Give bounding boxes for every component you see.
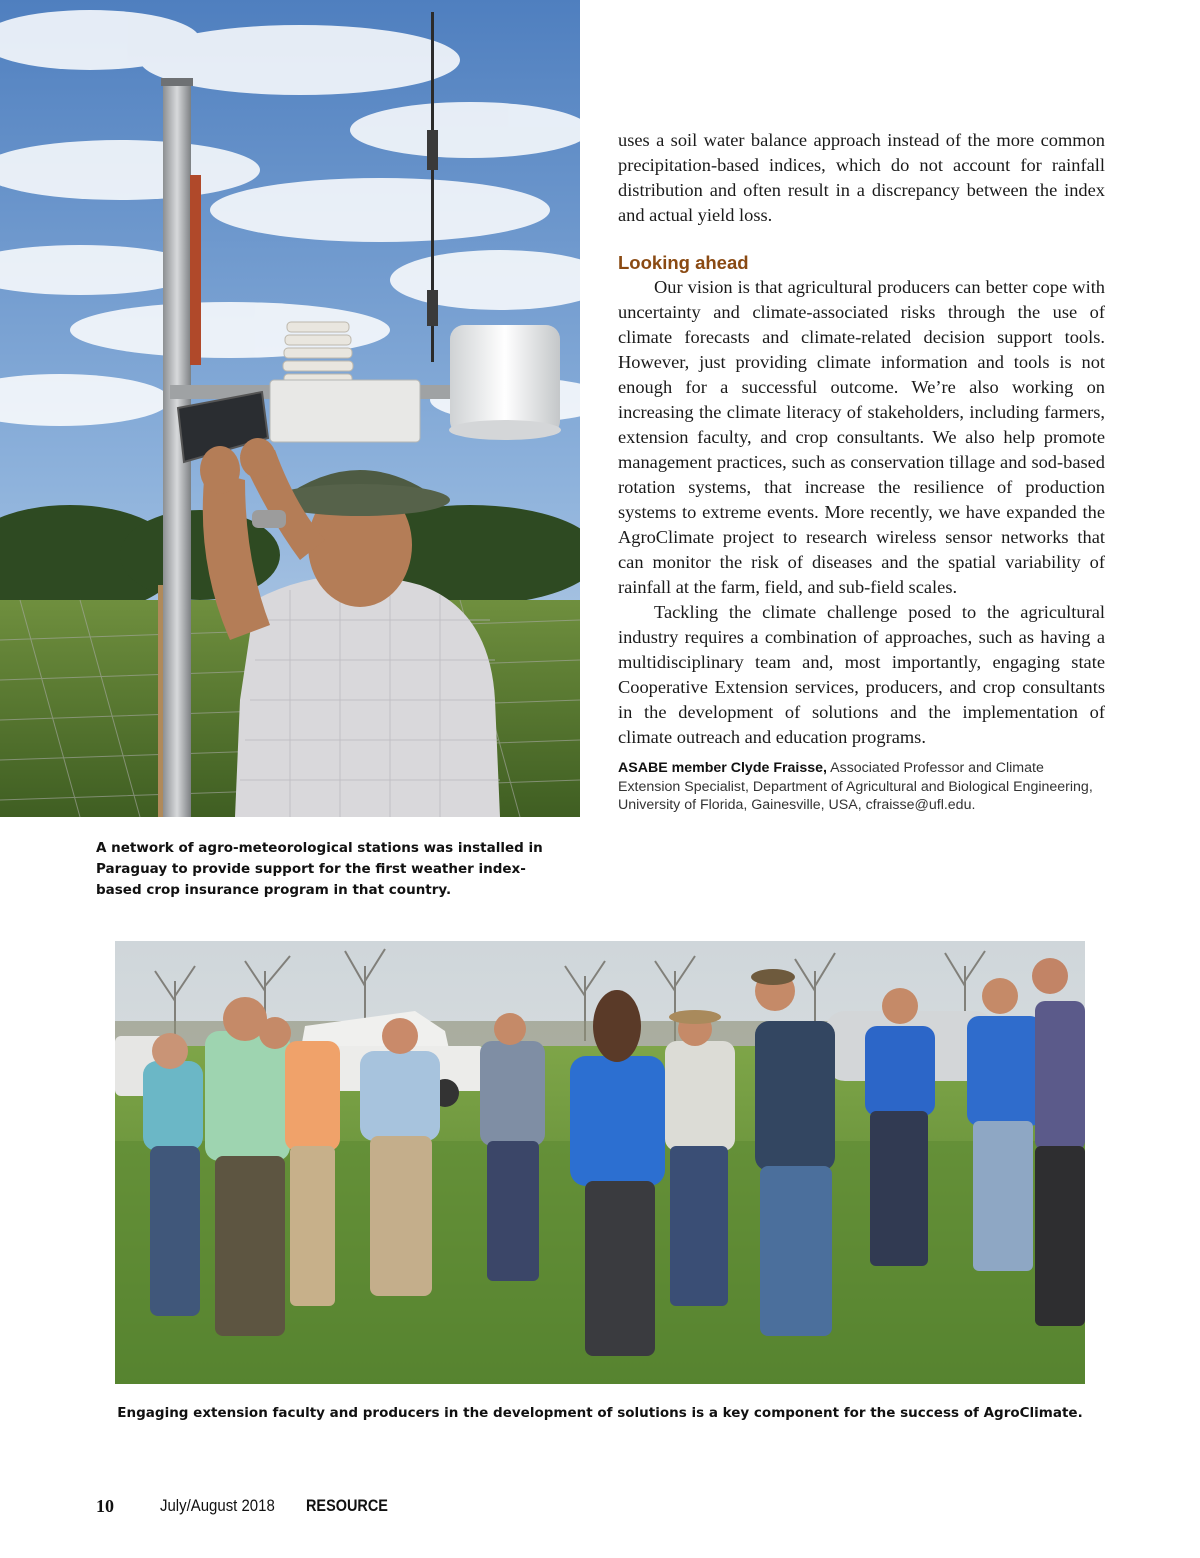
- station-photo-caption: A network of agro-meteorological stations was installed in Paraguay to provide support for the first weather index-based crop insurance program in that country.: [96, 840, 543, 898]
- field-group-illustration: [115, 941, 1085, 1384]
- issue-date: July/August 2018: [160, 1496, 275, 1515]
- field-group-photo: [115, 941, 1085, 1384]
- author-affiliation: Associated Professor and Climate Extension Specialist, Department of Agricultural and Biological Engineering, University of Florida, Gainesville, USA, cfraisse@ufl.edu.: [618, 760, 1093, 813]
- section-heading: Looking ahead: [618, 252, 749, 273]
- magazine-name: RESOURCE: [306, 1496, 388, 1515]
- author-name: ASABE member Clyde Fraisse,: [618, 760, 827, 776]
- page-number: 10: [96, 1496, 114, 1516]
- weather-station-photo: [0, 0, 580, 817]
- weather-station-illustration: [0, 0, 580, 817]
- author-bio: [618, 759, 1105, 815]
- article-column: [618, 128, 1105, 815]
- paragraph-challenge: Tackling the climate challenge posed to the agricultural industry requires a combination of approaches, such as having a multidisciplinary team and, most importantly, engaging state Cooperative Extension services, producers, and crop consultants in the development of solutions and the implementation of climate outreach and education programs.: [618, 602, 1105, 747]
- paragraph-continued: uses a soil water balance approach instead of the more common precipitation-based indices, which do not account for rainfall distribution and often result in a discrepancy between the index and actual yield loss.: [618, 130, 1105, 225]
- paragraph-vision: Our vision is that agricultural producers can better cope with uncertainty and climate-associated risks through the use of climate forecasts and climate-related decision support tools. However, just providing climate information and tools is not enough for a successful outcome. We’re also working on increasing the climate literacy of stakeholders, including farmers, extension faculty, and crop consultants. We also help promote management practices, such as conservation tillage and sod-based rotation systems, that increase the resilience of production systems to extreme events. More recently, we have expanded the AgroClimate project to research wireless sensor networks that can monitor the risk of diseases and the spatial variability of rainfall at the farm, field, and sub-field scales.: [618, 277, 1105, 597]
- group-photo-caption: Engaging extension faculty and producers in the development of solutions is a key component for the success of AgroClimate.: [117, 1405, 1083, 1421]
